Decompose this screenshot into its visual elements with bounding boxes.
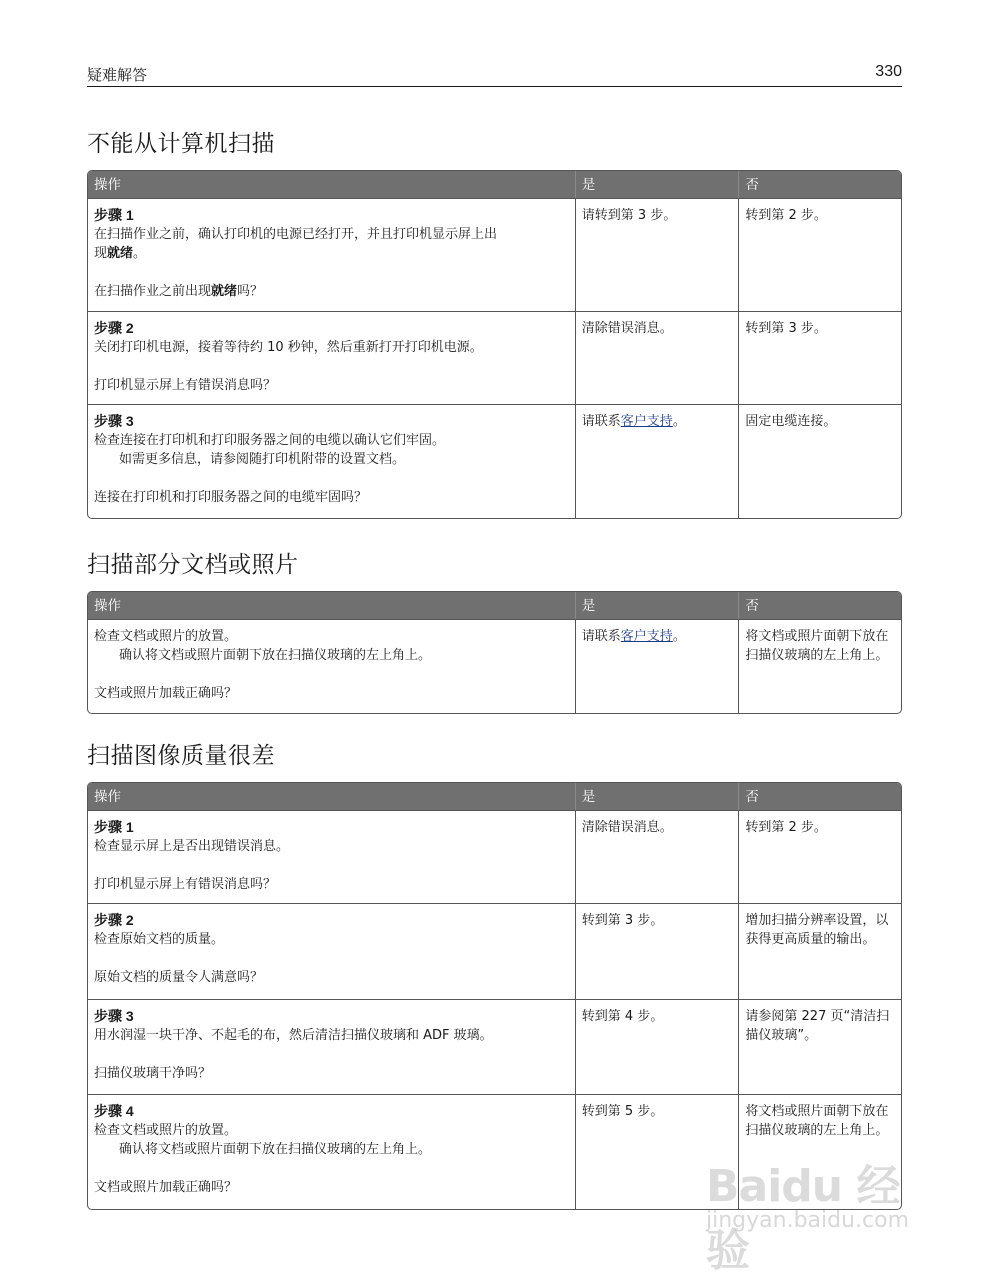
text: 在扫描作业之前出现 (94, 284, 212, 299)
col-header-yes: 是 (576, 171, 740, 198)
step-label: 步骤 1 (94, 207, 134, 223)
text: 。 (672, 629, 686, 644)
question-text: 文档或照片加载正确吗？ (94, 686, 238, 701)
action-text: 检查文档或照片的放置。 (94, 1123, 238, 1138)
bold-text: 就绪 (211, 284, 238, 299)
question-text: 扫描仪玻璃干净吗？ (94, 1066, 212, 1081)
page-header (87, 60, 902, 87)
yes-cell: 清除错误消息。 (576, 811, 740, 903)
action-text: 检查文档或照片的放置。 (94, 629, 238, 644)
step-label: 步骤 3 (94, 413, 134, 429)
table-row (88, 619, 901, 713)
yes-cell: 请转到第 3 步。 (576, 199, 740, 311)
col-header-no: 否 (745, 598, 759, 614)
step-label: 步骤 2 (94, 912, 134, 928)
no-cell: 转到第 2 步。 (745, 820, 827, 835)
customer-support-link[interactable]: 客户支持 (620, 629, 673, 644)
question-text: 连接在打印机和打印服务器之间的电缆牢固吗？ (94, 490, 368, 505)
section-title: 扫描部分文档或照片 (87, 552, 299, 578)
yes-cell (576, 405, 740, 518)
yes-cell (576, 620, 740, 713)
yes-cell: 清除错误消息。 (576, 312, 740, 404)
section-title: 扫描图像质量很差 (87, 743, 275, 769)
yes-cell: 转到第 4 步。 (576, 1000, 740, 1094)
col-header-yes: 是 (576, 783, 740, 810)
question-text: 打印机显示屏上有错误消息吗？ (94, 877, 277, 892)
table-row (88, 903, 901, 999)
watermark-url: jingyan.baidu.com (706, 1208, 910, 1233)
step-label: 步骤 1 (94, 819, 134, 835)
col-header-yes: 是 (576, 592, 740, 619)
action-note: 确认将文档或照片面朝下放在扫描仪玻璃的左上角上。 (119, 648, 432, 663)
step-label: 步骤 2 (94, 320, 134, 336)
col-header-no: 否 (745, 177, 759, 193)
action-cell (88, 904, 576, 999)
col-header-action: 操作 (88, 592, 576, 619)
col-header-action: 操作 (88, 171, 576, 198)
text: 请联系 (581, 414, 621, 429)
section-partial-scan (87, 549, 902, 714)
step-label: 步骤 4 (94, 1103, 134, 1119)
table-row (88, 999, 901, 1094)
action-note: 如需更多信息，请参阅随打印机附带的设置文档。 (119, 452, 406, 467)
action-text: 检查连接在打印机和打印服务器之间的电缆以确认它们牢固。 (94, 433, 446, 448)
bold-text: 就绪 (107, 246, 134, 261)
no-cell: 将文档或照片面朝下放在扫描仪玻璃的左上角上。 (745, 629, 889, 663)
table-header-row (88, 783, 901, 810)
troubleshoot-table (87, 591, 902, 714)
yes-cell: 转到第 3 步。 (576, 904, 740, 999)
action-text: 检查原始文档的质量。 (94, 932, 225, 947)
step-label: 步骤 3 (94, 1008, 134, 1024)
action-note: 确认将文档或照片面朝下放在扫描仪玻璃的左上角上。 (119, 1142, 432, 1157)
no-cell: 转到第 3 步。 (745, 321, 827, 336)
troubleshoot-table (87, 782, 902, 1210)
text: 。 (133, 246, 147, 261)
section-scan-from-computer (87, 128, 902, 519)
question-text: 文档或照片加载正确吗？ (94, 1180, 238, 1195)
troubleshoot-table (87, 170, 902, 519)
no-cell: 固定电缆连接。 (745, 414, 837, 429)
text: 请联系 (581, 629, 621, 644)
watermark (640, 1150, 940, 1276)
text: 现 (94, 246, 108, 261)
table-row (88, 404, 901, 518)
col-header-no: 否 (745, 789, 759, 805)
no-cell: 转到第 2 步。 (745, 208, 827, 223)
header-section-title: 疑难解答 (87, 66, 148, 84)
action-cell (88, 620, 576, 713)
text: 。 (672, 414, 686, 429)
table-row (88, 198, 901, 311)
text: 吗？ (237, 284, 264, 299)
watermark-logo: Baidu 经验 (706, 1161, 900, 1276)
action-text: 关闭打印机电源，接着等待约 10 秒钟，然后重新打开打印机电源。 (94, 340, 483, 355)
action-cell (88, 199, 576, 311)
action-text: 检查显示屏上是否出现错误消息。 (94, 839, 290, 854)
question-text (94, 282, 569, 301)
no-cell: 增加扫描分辨率设置，以获得更高质量的输出。 (745, 913, 889, 947)
col-header-action: 操作 (88, 783, 576, 810)
customer-support-link[interactable]: 客户支持 (620, 414, 673, 429)
question-text: 原始文档的质量令人满意吗？ (94, 970, 264, 985)
no-cell: 请参阅第 227 页“清洁扫描仪玻璃”。 (745, 1009, 890, 1043)
action-text: 在扫描作业之前，确认打印机的电源已经打开，并且打印机显示屏上出 (94, 227, 498, 242)
action-cell (88, 1095, 576, 1209)
table-row (88, 311, 901, 404)
action-cell (88, 405, 576, 518)
table-header-row (88, 171, 901, 198)
table-header-row (88, 592, 901, 619)
page-number: 330 (875, 63, 902, 80)
yes-cell: 转到第 5 步。 (576, 1095, 740, 1209)
table-row (88, 810, 901, 903)
section-poor-scan-quality (87, 740, 902, 1210)
action-text: 用水润湿一块干净、不起毛的布，然后清洁扫描仪玻璃和 ADF 玻璃。 (94, 1028, 493, 1043)
action-cell (88, 811, 576, 903)
section-title: 不能从计算机扫描 (87, 131, 275, 157)
question-text: 打印机显示屏上有错误消息吗？ (94, 378, 277, 393)
action-cell (88, 312, 576, 404)
action-text-cont (94, 244, 569, 263)
action-cell (88, 1000, 576, 1094)
no-cell: 将文档或照片面朝下放在扫描仪玻璃的左上角上。 (745, 1104, 889, 1138)
